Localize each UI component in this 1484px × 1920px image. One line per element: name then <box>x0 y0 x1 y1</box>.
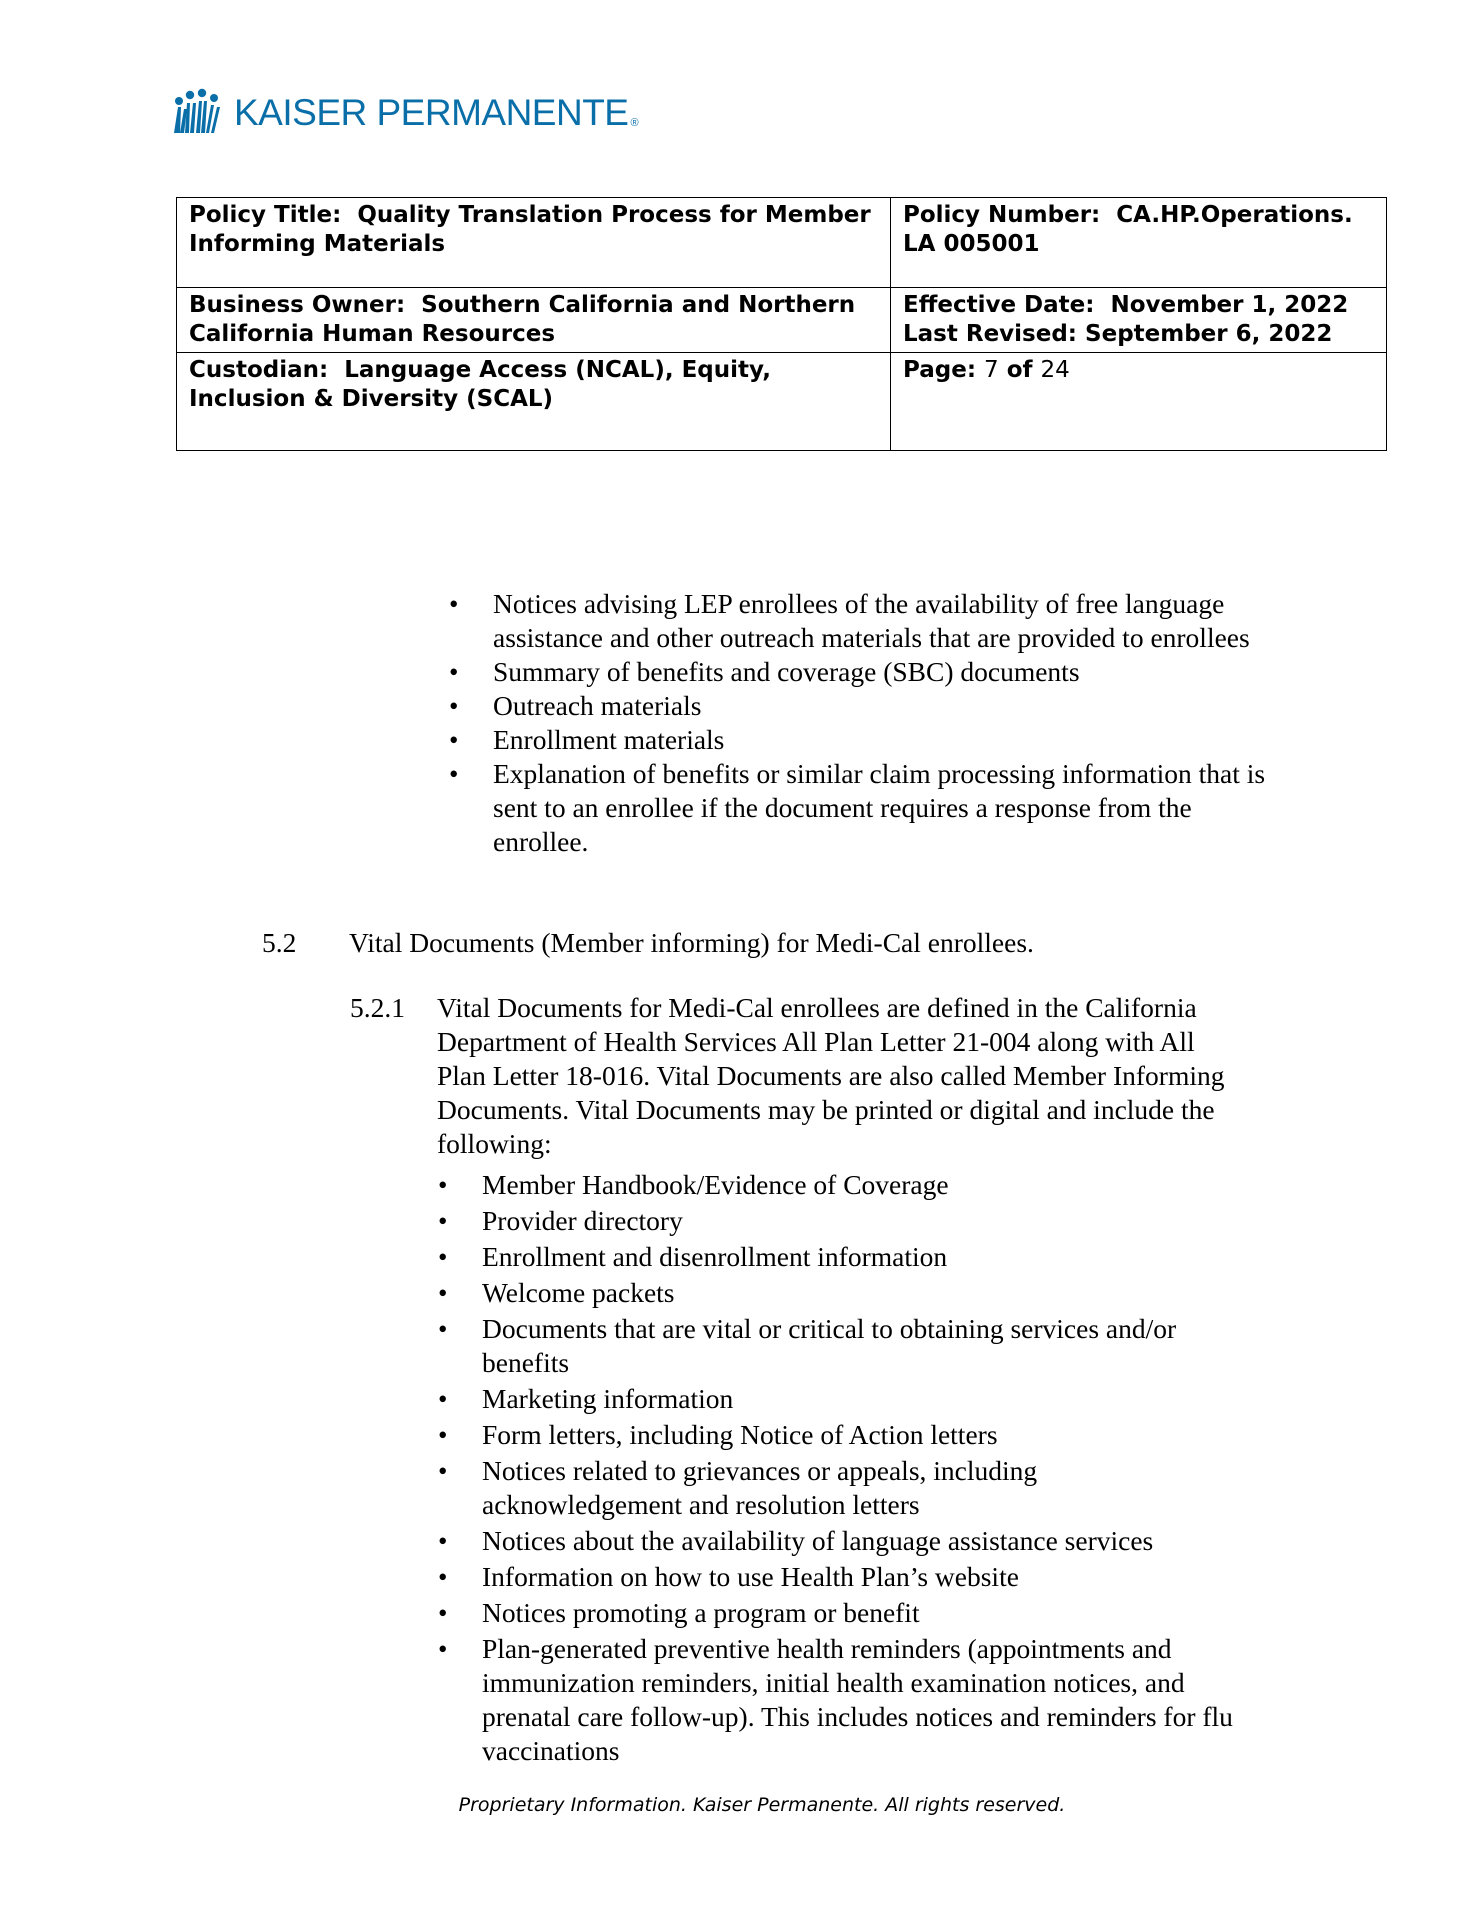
list-item: • Notices related to grievances or appeals, including acknowledgement and resolution letters <box>482 1454 1102 1522</box>
list-item: • Documents that are vital or critical to obtaining services and/or benefits <box>482 1312 1242 1380</box>
dates-cell: Effective Date: November 1, 2022 Last Revised: September 6, 2022 <box>891 288 1387 353</box>
policy-title-cell: Policy Title: Quality Translation Process for Member Informing Materials <box>177 198 891 288</box>
page-cell: Page: 7 of 24 <box>891 353 1387 451</box>
section-paragraph: Vital Documents for Medi-Cal enrollees are defined in the California Department of Health Services All Plan Letter 21-004 along with All Plan Letter 18-016. Vital Documents are also called Member Informing Documents. Vital Documents may be printed or digital and include the following: <box>437 992 1225 1159</box>
list-item: • Summary of benefits and coverage (SBC) documents <box>493 655 1293 689</box>
list-item: • Enrollment and disenrollment information <box>482 1240 1282 1274</box>
section-heading: Vital Documents (Member informing) for Medi-Cal enrollees. <box>349 927 1034 958</box>
list-item: • Welcome packets <box>482 1276 1282 1310</box>
section-number: 5.2.1 <box>350 992 405 1023</box>
list-item: • Member Handbook/Evidence of Coverage <box>482 1168 1282 1202</box>
policy-title: Quality Translation Process for Member Informing Materials <box>189 202 871 257</box>
footer-notice: Proprietary Information. Kaiser Permanente. All rights reserved. <box>458 1794 1066 1816</box>
page-total: 24 <box>1040 357 1070 383</box>
policy-number: CA.HP.Operations. LA 005001 <box>903 202 1353 257</box>
section-5-2-1 <box>350 991 1225 1159</box>
business-owner-cell: Business Owner: Southern California and Northern California Human Resources <box>177 288 891 353</box>
section-number: 5.2 <box>262 927 297 958</box>
section-5-2 <box>262 926 1034 960</box>
list-item: • Information on how to use Health Plan’s website <box>482 1560 1282 1594</box>
materials-list <box>493 587 1293 859</box>
business-owner: Southern California and Northern California Human Resources <box>189 292 856 347</box>
custodian: Language Access (NCAL), Equity, Inclusion & Diversity (SCAL) <box>189 357 771 412</box>
list-item: • Form letters, including Notice of Action letters <box>482 1418 1282 1452</box>
page-current: 7 <box>984 357 999 383</box>
kp-people-icon <box>172 87 224 137</box>
list-item: • Notices about the availability of language assistance services <box>482 1524 1282 1558</box>
list-item: • Provider directory <box>482 1204 1282 1238</box>
list-item: • Enrollment materials <box>493 723 1293 757</box>
brand-logo <box>172 86 638 138</box>
list-item: • Notices promoting a program or benefit <box>482 1596 1282 1630</box>
list-item: • Plan-generated preventive health reminders (appointments and immunization reminders, initial health examination notices, and prenatal care follow-up). This includes notices and reminders for flu vaccinations <box>482 1632 1262 1768</box>
list-item: • Explanation of benefits or similar claim processing information that is sent to an enrollee if the document requires a response from the enrollee. <box>493 757 1293 859</box>
list-item: • Notices advising LEP enrollees of the availability of free language assistance and other outreach materials that are provided to enrollees <box>493 587 1283 655</box>
last-revised-date: September 6, 2022 <box>1085 321 1333 347</box>
policy-number-cell: Policy Number: CA.HP.Operations. LA 005001 <box>891 198 1387 288</box>
list-item: • Outreach materials <box>493 689 1293 723</box>
effective-date: November 1, 2022 <box>1110 292 1349 318</box>
custodian-cell: Custodian: Language Access (NCAL), Equity, Inclusion & Diversity (SCAL) <box>177 353 891 451</box>
policy-header-table <box>176 197 1387 451</box>
vital-documents-list <box>482 1168 1282 1768</box>
list-item: • Marketing information <box>482 1382 1282 1416</box>
brand-name: KAISER PERMANENTE ® <box>234 91 639 133</box>
